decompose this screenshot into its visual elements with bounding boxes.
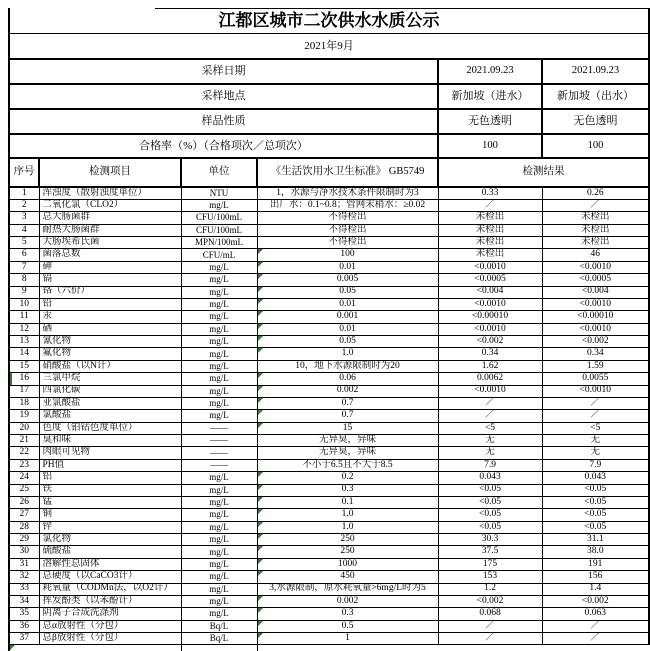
item-cell: 大肠埃希氏菌 <box>39 237 181 249</box>
table-row <box>9 422 649 434</box>
item-cell: 汞 <box>39 311 181 323</box>
table-row <box>9 323 649 335</box>
unit-cell: mg/L <box>181 336 257 348</box>
serial-cell: 3 <box>9 212 39 224</box>
serial-cell: 8 <box>9 274 39 286</box>
standard-cell: 0.01 <box>257 323 438 335</box>
unit-cell: mg/L <box>181 199 257 211</box>
pass-rate-value-1: 100 <box>438 134 542 158</box>
result-inlet-cell: <0.002 <box>438 336 542 348</box>
unit-cell: —— <box>181 447 257 459</box>
item-cell: 铝 <box>39 472 181 484</box>
serial-cell: 11 <box>9 311 39 323</box>
table-row <box>9 583 649 595</box>
partial-bottom-row <box>9 645 649 651</box>
table-row <box>9 373 649 385</box>
unit-cell: mg/L <box>181 583 257 595</box>
table-row <box>9 534 649 546</box>
unit-cell: mg/L <box>181 348 257 360</box>
unit-cell: mg/L <box>181 534 257 546</box>
table-row <box>9 397 649 409</box>
unit-cell: mg/L <box>181 311 257 323</box>
result-outlet-cell: <0.0010 <box>542 323 649 335</box>
item-cell: 硫酸盐 <box>39 546 181 558</box>
result-inlet-cell: 153 <box>438 571 542 583</box>
unit-cell: mg/L <box>181 360 257 372</box>
result-outlet-cell: 0.043 <box>542 472 649 484</box>
item-cell: 氰化物 <box>39 336 181 348</box>
item-cell: 锌 <box>39 521 181 533</box>
standard-cell: 0.002 <box>257 385 438 397</box>
result-outlet-cell: <0.002 <box>542 336 649 348</box>
standard-cell: 1000 <box>257 558 438 570</box>
col-header-standard: 《生活饮用水卫生标准》 GB5749 <box>257 158 438 187</box>
table-row <box>9 595 649 607</box>
result-inlet-cell: 0.34 <box>438 348 542 360</box>
result-inlet-cell: 1.62 <box>438 360 542 372</box>
standard-cell: 3,水源限制，原水耗氧量>6mg/L时为5 <box>257 583 438 595</box>
serial-cell: 30 <box>9 546 39 558</box>
item-cell: 铬（六价） <box>39 286 181 298</box>
serial-cell: 18 <box>9 397 39 409</box>
standard-cell: 1，水源与净水技术条件限制时为3 <box>257 187 438 199</box>
unit-cell: mg/L <box>181 323 257 335</box>
result-inlet-cell: <0.002 <box>438 595 542 607</box>
result-outlet-cell: 未检出 <box>542 212 649 224</box>
result-outlet-cell: 38.0 <box>542 546 649 558</box>
column-header-row <box>9 158 649 187</box>
unit-cell: CFU/100mL <box>181 224 257 236</box>
result-outlet-cell: 46 <box>542 249 649 261</box>
serial-cell: 32 <box>9 571 39 583</box>
result-inlet-cell: 未检出 <box>438 249 542 261</box>
item-cell: 铁 <box>39 484 181 496</box>
sampling-location-value-2: 新加坡（出水） <box>542 84 649 109</box>
unit-cell: mg/L <box>181 385 257 397</box>
partial-cell-unit <box>181 645 257 651</box>
result-outlet-cell: <5 <box>542 422 649 434</box>
standard-cell: 0.01 <box>257 298 438 310</box>
unit-cell: mg/L <box>181 558 257 570</box>
unit-cell: Bq/L <box>181 620 257 632</box>
serial-cell: 35 <box>9 608 39 620</box>
standard-cell: 0.1 <box>257 496 438 508</box>
result-inlet-cell: 0.043 <box>438 472 542 484</box>
table-row <box>9 187 649 199</box>
item-cell: 亚氯酸盐 <box>39 397 181 409</box>
item-cell: 铜 <box>39 509 181 521</box>
col-header-item: 检测项目 <box>39 158 181 187</box>
table-row <box>9 298 649 310</box>
serial-cell: 12 <box>9 323 39 335</box>
unit-cell: mg/L <box>181 261 257 273</box>
sample-nature-label: 样品性质 <box>9 109 438 134</box>
item-cell: 总α放射性（分包） <box>39 620 181 632</box>
result-outlet-cell: <0.004 <box>542 286 649 298</box>
result-inlet-cell: 30.3 <box>438 534 542 546</box>
pass-rate-label: 合格率（%）（合格项次／总项次） <box>9 134 438 158</box>
unit-cell: CFU/mL <box>181 249 257 261</box>
result-inlet-cell: 0.068 <box>438 608 542 620</box>
serial-cell: 10 <box>9 298 39 310</box>
item-cell: 臭和味 <box>39 435 181 447</box>
result-outlet-cell: ／ <box>542 410 649 422</box>
result-inlet-cell: <0.05 <box>438 484 542 496</box>
page-title: 江都区城市二次供水水质公示 <box>9 8 649 34</box>
unit-cell: mg/L <box>181 274 257 286</box>
table-row <box>9 546 649 558</box>
table-row <box>9 410 649 422</box>
table-row <box>9 633 649 645</box>
standard-cell: 0.002 <box>257 595 438 607</box>
standard-cell: 1.0 <box>257 509 438 521</box>
serial-cell: 22 <box>9 447 39 459</box>
standard-cell: 1 <box>257 633 438 645</box>
serial-cell: 14 <box>9 348 39 360</box>
serial-cell: 23 <box>9 459 39 471</box>
standard-cell: 0.2 <box>257 472 438 484</box>
item-cell: 硝酸盐（以N计） <box>39 360 181 372</box>
result-inlet-cell: 0.0062 <box>438 373 542 385</box>
result-inlet-cell: 未检出 <box>438 237 542 249</box>
standard-cell: 0.5 <box>257 620 438 632</box>
standard-cell: 0.3 <box>257 608 438 620</box>
item-cell: 硒 <box>39 323 181 335</box>
serial-cell: 27 <box>9 509 39 521</box>
item-cell: 挥发酚类（以苯酚计） <box>39 595 181 607</box>
pass-rate-row <box>9 134 649 158</box>
result-inlet-cell: ／ <box>438 620 542 632</box>
standard-cell: 不得检出 <box>257 237 438 249</box>
result-outlet-cell: 0.34 <box>542 348 649 360</box>
col-header-result: 检测结果 <box>438 158 649 187</box>
unit-cell: mg/L <box>181 410 257 422</box>
table-row <box>9 521 649 533</box>
result-inlet-cell: <0.0010 <box>438 323 542 335</box>
serial-cell: 19 <box>9 410 39 422</box>
result-inlet-cell: 175 <box>438 558 542 570</box>
result-inlet-cell: ／ <box>438 397 542 409</box>
result-inlet-cell: <0.0005 <box>438 274 542 286</box>
result-inlet-cell: <0.05 <box>438 521 542 533</box>
result-outlet-cell: <0.00010 <box>542 311 649 323</box>
table-row <box>9 348 649 360</box>
result-inlet-cell: 7.9 <box>438 459 542 471</box>
serial-cell: 2 <box>9 199 39 211</box>
table-row <box>9 447 649 459</box>
result-inlet-cell: ／ <box>438 199 542 211</box>
item-cell: 耐热大肠菌群 <box>39 224 181 236</box>
item-cell: 溶解性总固体 <box>39 558 181 570</box>
standard-cell: 1.0 <box>257 521 438 533</box>
serial-cell: 29 <box>9 534 39 546</box>
standard-cell: 不得检出 <box>257 212 438 224</box>
table-row <box>9 286 649 298</box>
item-cell: 阴离子合成洗涤剂 <box>39 608 181 620</box>
serial-cell: 25 <box>9 484 39 496</box>
standard-cell: 0.05 <box>257 286 438 298</box>
standard-cell: 15 <box>257 422 438 434</box>
table-row <box>9 249 649 261</box>
result-inlet-cell: 37.5 <box>438 546 542 558</box>
unit-cell: Bq/L <box>181 633 257 645</box>
pass-rate-value-2: 100 <box>542 134 649 158</box>
table-row <box>9 496 649 508</box>
result-inlet-cell: <0.00010 <box>438 311 542 323</box>
serial-cell: 26 <box>9 496 39 508</box>
table-row <box>9 360 649 372</box>
unit-cell: mg/L <box>181 373 257 385</box>
result-inlet-cell: <0.0010 <box>438 298 542 310</box>
standard-cell: 0.06 <box>257 373 438 385</box>
result-outlet-cell: 未检出 <box>542 237 649 249</box>
serial-cell: 36 <box>9 620 39 632</box>
result-outlet-cell: 0.063 <box>542 608 649 620</box>
standard-cell: 不小于6.5且不大于8.5 <box>257 459 438 471</box>
standard-cell: 无异臭，异味 <box>257 435 438 447</box>
item-cell: 总β放射性（分包） <box>39 633 181 645</box>
table-row <box>9 274 649 286</box>
table-row <box>9 620 649 632</box>
partial-cell-serial <box>9 645 39 651</box>
standard-cell: 10，地下水源限制时为20 <box>257 360 438 372</box>
serial-cell: 9 <box>9 286 39 298</box>
item-cell: 氯酸盐 <box>39 410 181 422</box>
result-outlet-cell: <0.05 <box>542 484 649 496</box>
unit-cell: —— <box>181 422 257 434</box>
table-row <box>9 472 649 484</box>
serial-cell: 24 <box>9 472 39 484</box>
result-outlet-cell: <0.05 <box>542 509 649 521</box>
serial-cell: 5 <box>9 237 39 249</box>
table-row <box>9 385 649 397</box>
unit-cell: mg/L <box>181 521 257 533</box>
item-cell: 肉眼可见物 <box>39 447 181 459</box>
result-outlet-cell: 无 <box>542 447 649 459</box>
serial-cell: 1 <box>9 187 39 199</box>
table-row <box>9 224 649 236</box>
unit-cell: mg/L <box>181 546 257 558</box>
sample-nature-row <box>9 109 649 134</box>
serial-cell: 20 <box>9 422 39 434</box>
sampling-date-label: 采样日期 <box>9 59 438 84</box>
result-inlet-cell: <0.0010 <box>438 261 542 273</box>
table-row <box>9 261 649 273</box>
result-outlet-cell: <0.0010 <box>542 261 649 273</box>
item-cell: 总大肠菌群 <box>39 212 181 224</box>
unit-cell: mg/L <box>181 509 257 521</box>
table-row <box>9 435 649 447</box>
table-row <box>9 608 649 620</box>
standard-cell: 100 <box>257 249 438 261</box>
result-outlet-cell: 0.26 <box>542 187 649 199</box>
serial-cell: 37 <box>9 633 39 645</box>
unit-cell: mg/L <box>181 397 257 409</box>
unit-cell: mg/L <box>181 472 257 484</box>
sample-nature-value-1: 无色透明 <box>438 109 542 134</box>
result-outlet-cell: ／ <box>542 620 649 632</box>
sampling-location-value-1: 新加坡（进水） <box>438 84 542 109</box>
result-inlet-cell: 1.2 <box>438 583 542 595</box>
unit-cell: CFU/100mL <box>181 212 257 224</box>
water-quality-notice-sheet <box>8 8 648 651</box>
item-cell: 氟化物 <box>39 348 181 360</box>
item-cell: 砷 <box>39 261 181 273</box>
table-row <box>9 459 649 471</box>
item-cell: 铅 <box>39 298 181 310</box>
standard-cell: 0.05 <box>257 336 438 348</box>
report-month: 2021年9月 <box>9 34 649 60</box>
serial-cell: 4 <box>9 224 39 236</box>
standard-cell: 250 <box>257 534 438 546</box>
item-cell: PH值 <box>39 459 181 471</box>
standard-cell: 0.01 <box>257 261 438 273</box>
table-row <box>9 558 649 570</box>
item-cell: 耗氧量（CODMn法，以O2计） <box>39 583 181 595</box>
result-outlet-cell: <0.05 <box>542 521 649 533</box>
item-cell: 锰 <box>39 496 181 508</box>
table-row <box>9 237 649 249</box>
sampling-date-value-2: 2021.09.23 <box>542 59 649 84</box>
item-cell: 四氯化碳 <box>39 385 181 397</box>
result-outlet-cell: <0.0010 <box>542 385 649 397</box>
result-outlet-cell: 191 <box>542 558 649 570</box>
standard-cell: 450 <box>257 571 438 583</box>
title-row <box>9 8 649 34</box>
unit-cell: mg/L <box>181 286 257 298</box>
unit-cell: mg/L <box>181 484 257 496</box>
serial-cell: 16 <box>9 373 39 385</box>
table-row <box>9 571 649 583</box>
standard-cell: 0.7 <box>257 397 438 409</box>
result-outlet-cell: <0.05 <box>542 496 649 508</box>
result-outlet-cell: ／ <box>542 633 649 645</box>
sampling-date-value-1: 2021.09.23 <box>438 59 542 84</box>
col-header-unit: 单位 <box>181 158 257 187</box>
result-inlet-cell: 未检出 <box>438 212 542 224</box>
result-outlet-cell: <0.0005 <box>542 274 649 286</box>
serial-cell: 21 <box>9 435 39 447</box>
table-row <box>9 199 649 211</box>
result-outlet-cell: ／ <box>542 397 649 409</box>
result-inlet-cell: <0.0010 <box>438 385 542 397</box>
result-inlet-cell: 无 <box>438 435 542 447</box>
item-cell: 三氯甲烷 <box>39 373 181 385</box>
unit-cell: mg/L <box>181 298 257 310</box>
standard-cell: 出厂水：0.1~0.8；管网末稍水：≥0.02 <box>257 199 438 211</box>
sampling-location-row <box>9 84 649 109</box>
result-outlet-cell: 156 <box>542 571 649 583</box>
result-inlet-cell: 无 <box>438 447 542 459</box>
result-outlet-cell: <0.002 <box>542 595 649 607</box>
serial-cell: 15 <box>9 360 39 372</box>
result-inlet-cell: ／ <box>438 410 542 422</box>
sampling-location-label: 采样地点 <box>9 84 438 109</box>
standard-cell: 0.005 <box>257 274 438 286</box>
result-outlet-cell: 未检出 <box>542 224 649 236</box>
unit-cell: mg/L <box>181 571 257 583</box>
subtitle-row <box>9 34 649 60</box>
standard-cell: 0.3 <box>257 484 438 496</box>
item-cell: 镉 <box>39 274 181 286</box>
table-row <box>9 484 649 496</box>
item-cell: 菌落总数 <box>39 249 181 261</box>
item-cell: 浑浊度（散射浊度单位） <box>39 187 181 199</box>
serial-cell: 7 <box>9 261 39 273</box>
item-cell: 氯化物 <box>39 534 181 546</box>
table-row <box>9 212 649 224</box>
result-inlet-cell: ／ <box>438 633 542 645</box>
result-inlet-cell: 0.33 <box>438 187 542 199</box>
result-inlet-cell: <0.004 <box>438 286 542 298</box>
item-cell: 色度（铂钴色度单位） <box>39 422 181 434</box>
sampling-date-row <box>9 59 649 84</box>
unit-cell: —— <box>181 435 257 447</box>
result-outlet-cell: 31.1 <box>542 534 649 546</box>
data-rows <box>9 187 649 645</box>
table-row <box>9 509 649 521</box>
table-row <box>9 336 649 348</box>
serial-cell: 34 <box>9 595 39 607</box>
partial-cell-item <box>39 645 181 651</box>
unit-cell: mg/L <box>181 595 257 607</box>
serial-cell: 28 <box>9 521 39 533</box>
standard-cell: 1.0 <box>257 348 438 360</box>
result-outlet-cell: 1.59 <box>542 360 649 372</box>
result-outlet-cell: ／ <box>542 199 649 211</box>
serial-cell: 6 <box>9 249 39 261</box>
standard-cell: 无异臭，异味 <box>257 447 438 459</box>
serial-cell: 33 <box>9 583 39 595</box>
unit-cell: mg/L <box>181 496 257 508</box>
result-outlet-cell: 1.4 <box>542 583 649 595</box>
result-outlet-cell: <0.0010 <box>542 298 649 310</box>
standard-cell: 0.001 <box>257 311 438 323</box>
standard-cell: 250 <box>257 546 438 558</box>
sample-nature-value-2: 无色透明 <box>542 109 649 134</box>
result-inlet-cell: <5 <box>438 422 542 434</box>
serial-cell: 13 <box>9 336 39 348</box>
serial-cell: 31 <box>9 558 39 570</box>
standard-cell: 0.7 <box>257 410 438 422</box>
item-cell: 总硬度（以CaCO3计） <box>39 571 181 583</box>
notice-table <box>8 8 650 651</box>
unit-cell: —— <box>181 459 257 471</box>
result-outlet-cell: 无 <box>542 435 649 447</box>
result-inlet-cell: <0.05 <box>438 509 542 521</box>
result-outlet-cell: 7.9 <box>542 459 649 471</box>
col-header-serial: 序号 <box>9 158 39 187</box>
standard-cell: 不得检出 <box>257 224 438 236</box>
serial-cell: 17 <box>9 385 39 397</box>
partial-cell-rest <box>257 645 649 651</box>
result-outlet-cell: 0.0055 <box>542 373 649 385</box>
table-row <box>9 311 649 323</box>
unit-cell: MPN/100mL <box>181 237 257 249</box>
unit-cell: NTU <box>181 187 257 199</box>
result-inlet-cell: 未检出 <box>438 224 542 236</box>
item-cell: 二氧化氯（CLO2） <box>39 199 181 211</box>
unit-cell: mg/L <box>181 608 257 620</box>
result-inlet-cell: <0.05 <box>438 496 542 508</box>
